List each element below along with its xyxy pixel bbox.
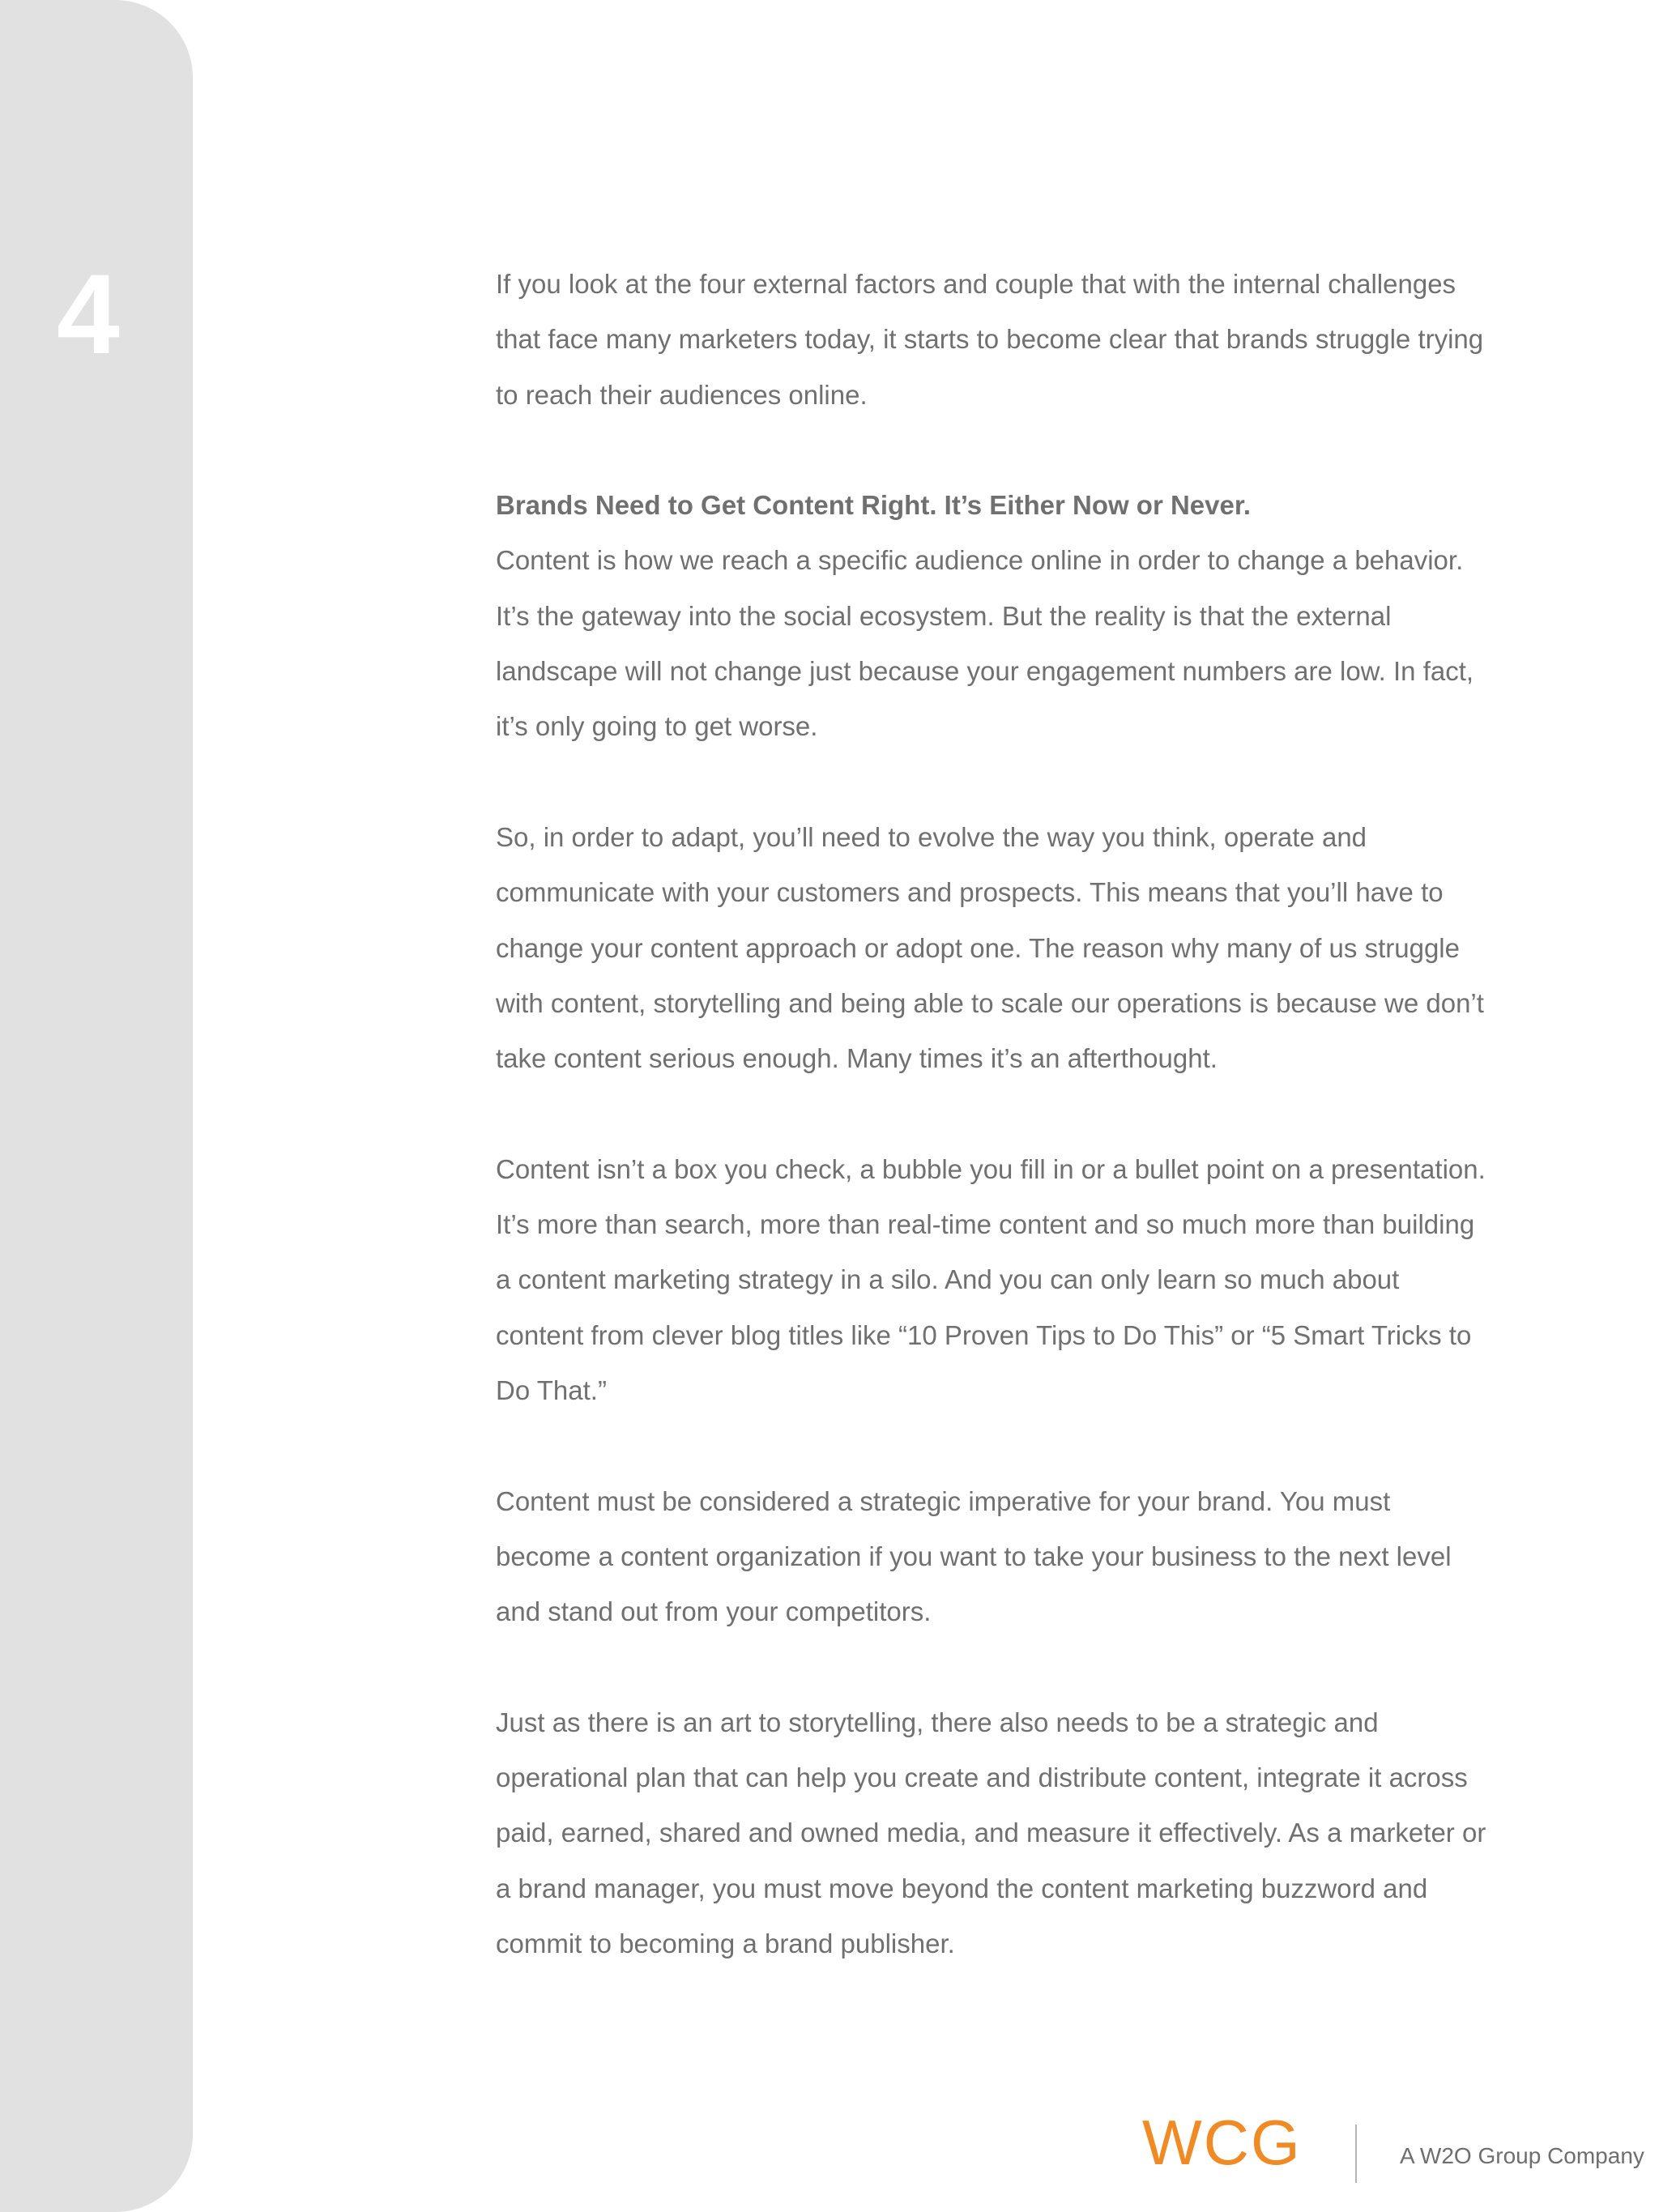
paragraph	[496, 810, 1492, 1086]
section-heading: Brands Need to Get Content Right. It’s Either Now or Never.	[496, 490, 1252, 521]
paragraph	[496, 257, 1492, 423]
page-number: 4	[57, 250, 120, 377]
paragraph	[496, 1142, 1492, 1418]
paragraph-text: So, in order to adapt, you’ll need to evolve the way you think, operate and communicate with your customers and prospects. This means that you’ll have to change your content approach or adopt one. The reason why many of us struggle with content, storytelling and being able to scale our operations is because we don’t take content serious enough. Many times it’s an afterthought.	[496, 821, 1484, 1074]
paragraph-text: If you look at the four external factors and couple that with the internal challenges that face many marketers today, it starts to become clear that brands struggle trying to reach their audiences online.	[496, 269, 1484, 410]
paragraph	[496, 478, 1492, 754]
wcg-logo: WCG	[1142, 2107, 1302, 2178]
page-sidebar	[0, 0, 193, 2212]
paragraph-text: Just as there is an art to storytelling, there also needs to be a strategic and operational plan that can help you create and distribute content, integrate it across paid, earned, shared and owned media, and measure it effectively. As a marketer or a brand manager, you must move beyond the content marketing buzzword and commit to becoming a brand publisher.	[496, 1707, 1486, 1958]
article-body	[496, 257, 1492, 2027]
footer-tagline: A W2O Group Company	[1400, 2143, 1644, 2168]
paragraph-text: Content is how we reach a specific audience online in order to change a behavior. It’s the gateway into the social ecosystem. But the reality is that the external landscape will not change just because your engagement numbers are low. In fact, it’s only going to get worse.	[496, 545, 1474, 742]
footer-divider	[1355, 2125, 1357, 2183]
paragraph	[496, 1474, 1492, 1640]
paragraph-text: Content must be considered a strategic imperative for your brand. You must become a content organization if you want to take your business to the next level and stand out from your competitors.	[496, 1485, 1452, 1627]
paragraph-text: Content isn’t a box you check, a bubble you fill in or a bullet point on a presentation. It’s more than search, more than real-time content and so much more than building a content marketing strategy in a silo. And you can only learn so much about content from clever blog titles like “10 Proven Tips to Do This” or “5 Smart Tricks to Do That.”	[496, 1153, 1486, 1405]
paragraph	[496, 1695, 1492, 1971]
